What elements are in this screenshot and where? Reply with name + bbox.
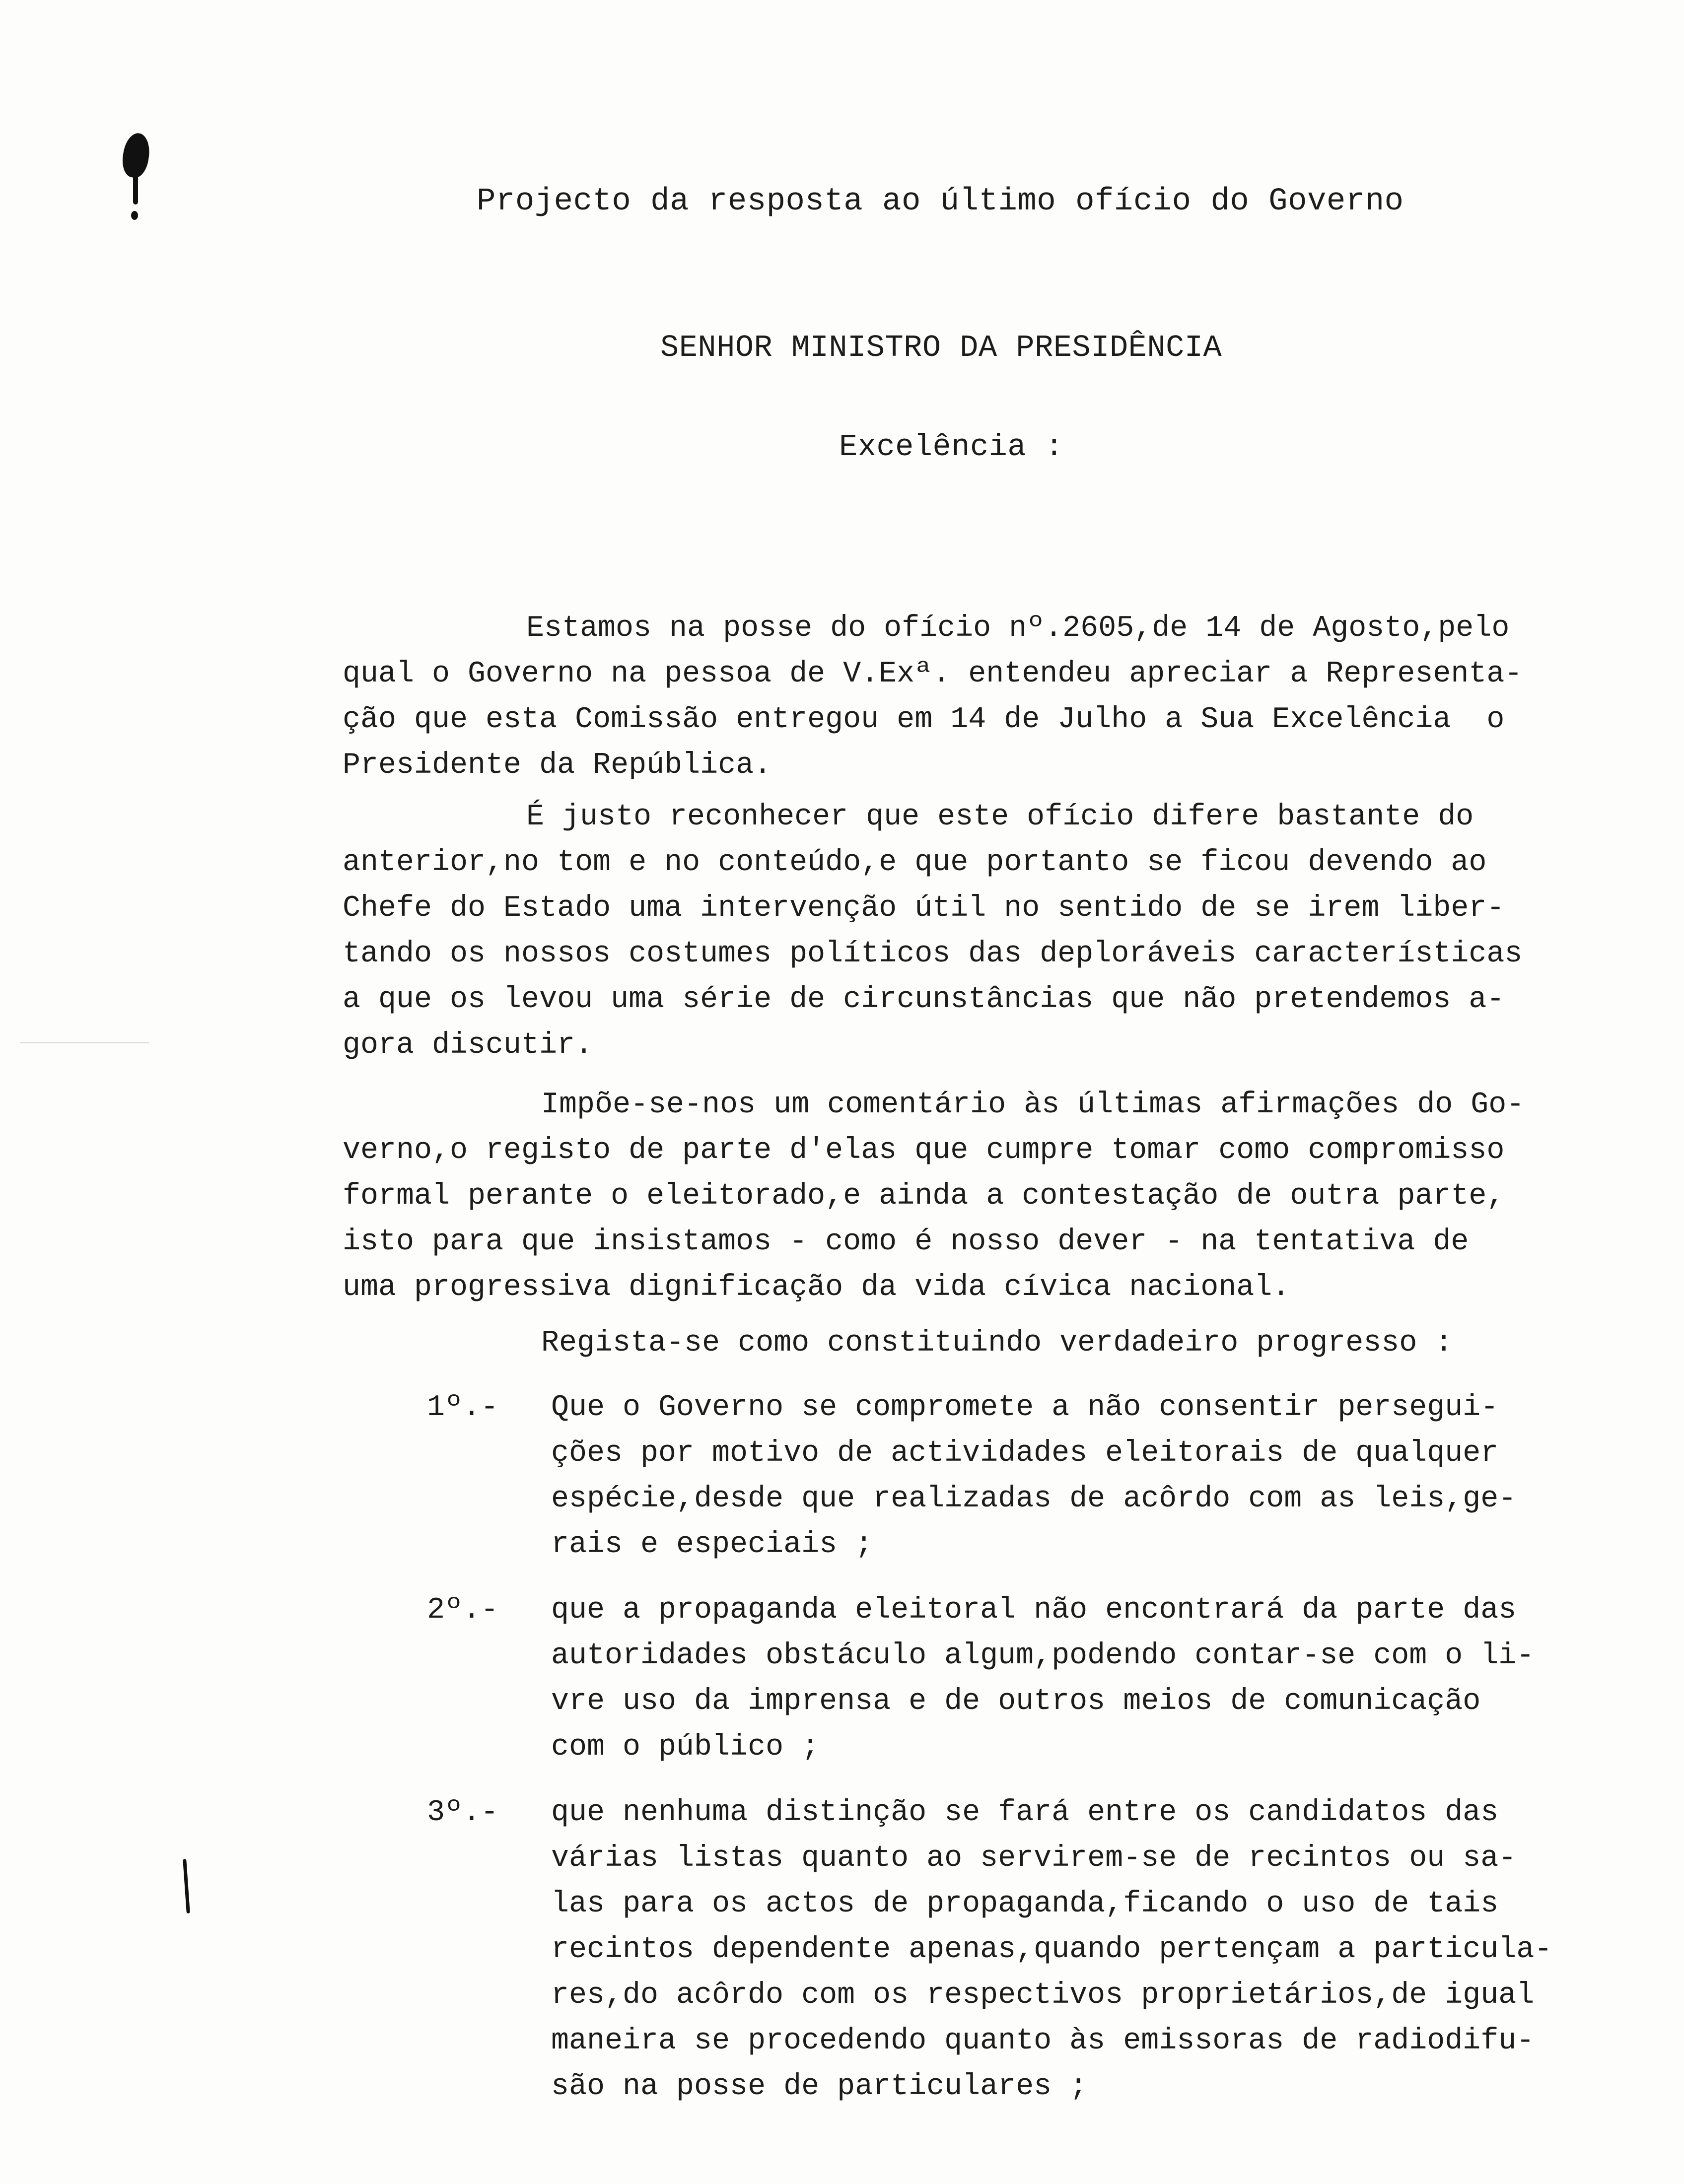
text-line: Regista-se como constituindo verdadeiro progresso : <box>541 1326 1453 1360</box>
item-number: 3º.- <box>427 1796 499 1830</box>
text-line: com o público ; <box>551 1730 820 1764</box>
margin-pen-stroke <box>183 1859 190 1913</box>
text-line: isto para que insistamos - como é nosso dever - na tentativa de <box>343 1225 1469 1259</box>
list-item <box>427 1385 1643 1568</box>
text-line: maneira se procedendo quanto às emissoras de radiodifu- <box>551 2024 1535 2058</box>
text-line: qual o Governo na pessoa de V.Exª. entendeu apreciar a Representa- <box>343 657 1523 691</box>
addressee-heading: SENHOR MINISTRO DA PRESIDÊNCIA <box>660 330 1222 365</box>
text-line: autoridades obstáculo algum,podendo contar-se com o li- <box>551 1639 1535 1673</box>
text-line: ções por motivo de actividades eleitorais de qualquer <box>551 1436 1499 1470</box>
item-number: 1º.- <box>427 1391 499 1425</box>
text-line: ção que esta Comissão entregou em 14 de Julho a Sua Excelência o <box>343 703 1505 737</box>
paragraph-2 <box>343 794 1633 1068</box>
text-line: Presidente da República. <box>343 749 772 782</box>
text-line: Chefe do Estado uma intervenção útil no sentido de se irem liber- <box>343 891 1505 925</box>
numbered-list <box>427 1385 1643 2129</box>
text-line: são na posse de particulares ; <box>551 2070 1088 2104</box>
list-item <box>427 1790 1643 2110</box>
text-line: formal perante o eleitorado,e ainda a contestação de outra parte, <box>343 1179 1505 1213</box>
paragraph-3 <box>343 1082 1633 1310</box>
faint-margin-line <box>20 1042 149 1043</box>
text-line: É justo reconhecer que este ofício difere bastante do <box>526 800 1474 834</box>
salutation: Excelência : <box>839 429 1064 465</box>
text-line: res,do acôrdo com os respectivos proprietários,de igual <box>551 1979 1535 2012</box>
text-line: recintos dependente apenas,quando pertençam a particula- <box>551 1933 1552 1967</box>
text-line: uma progressiva dignificação da vida cívica nacional. <box>343 1271 1290 1304</box>
text-line: verno,o registo de parte d'elas que cumpre tomar como compromisso <box>343 1134 1505 1167</box>
ink-stroke-mark <box>133 175 138 205</box>
item-text <box>551 1385 1643 1568</box>
text-line: Que o Governo se compromete a não consentir persegui- <box>551 1391 1499 1425</box>
text-line: las para os actos de propaganda,ficando o uso de tais <box>551 1887 1499 1921</box>
item-text <box>551 1790 1643 2110</box>
ink-blot-mark <box>120 132 152 179</box>
text-line: anterior,no tom e no conteúdo,e que portanto se ficou devendo ao <box>343 846 1487 880</box>
document-title: Projecto da resposta ao último ofício do Governo <box>477 184 1404 219</box>
paragraph-1 <box>343 606 1633 788</box>
text-line: vre uso da imprensa e de outros meios de comunicação <box>551 1685 1481 1718</box>
text-line: que a propaganda eleitoral não encontrará da parte das <box>551 1593 1517 1627</box>
item-text <box>551 1587 1643 1770</box>
paragraph-4 <box>343 1320 1633 1366</box>
item-number: 2º.- <box>427 1593 499 1627</box>
ink-dot-mark <box>131 211 138 220</box>
text-line: Impõe-se-nos um comentário às últimas afirmações do Go- <box>541 1088 1525 1122</box>
text-line: gora discutir. <box>343 1028 593 1062</box>
list-item <box>427 1587 1643 1770</box>
text-line: que nenhuma distinção se fará entre os candidatos das <box>551 1796 1499 1830</box>
text-line: espécie,desde que realizadas de acôrdo com as leis,ge- <box>551 1482 1517 1516</box>
text-line: rais e especiais ; <box>551 1528 873 1562</box>
text-line: Estamos na posse do ofício nº.2605,de 14 de Agosto,pelo <box>526 612 1510 645</box>
text-line: várias listas quanto ao servirem-se de recintos ou sa- <box>551 1842 1517 1875</box>
text-line: a que os levou uma série de circunstâncias que não pretendemos a- <box>343 983 1505 1017</box>
text-line: tando os nossos costumes políticos das deploráveis características <box>343 937 1523 971</box>
